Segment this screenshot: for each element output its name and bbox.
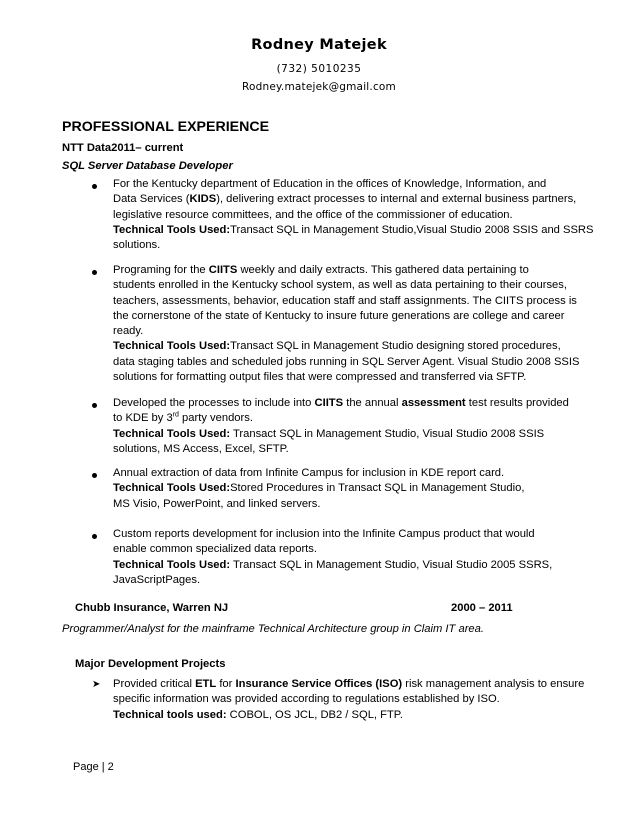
arrow-bullet-icon: ➤	[92, 679, 101, 690]
bullet-icon	[92, 473, 97, 478]
job1-bullet-1: For the Kentucky department of Education in the offices of Knowledge, Information, and Data Services (KIDS), delivering extract processes to internal and external business partners, legislative resource committees, and the office of the commissioner of education. Technical Tools Used:Transact SQL in Management Studio,Visual Studio 2008 SSIS and SSRS solutions.	[113, 178, 594, 252]
bullet-icon	[92, 184, 97, 189]
job1-company: NTT Data2011– current	[62, 142, 184, 154]
job2-dates: 2000 – 2011	[451, 602, 513, 614]
bullet-icon	[92, 270, 97, 275]
job1-bullet-3: Developed the processes to include into CIITS the annual assessment test results provided to KDE by 3rd party vendors. Technical Tools Used: Transact SQL in Management Studio, Visual Studio 2008 SSIS solutions, MS Access, Excel, SFTP.	[113, 397, 569, 455]
page-footer: Page | 2	[73, 761, 114, 773]
resume-name: Rodney Matejek	[251, 37, 387, 53]
projects-title: Major Development Projects	[75, 658, 226, 670]
bullet-icon	[92, 403, 97, 408]
job1-role: SQL Server Database Developer	[62, 160, 233, 172]
project-1: Provided critical ETL for Insurance Service Offices (ISO) risk management analysis to ensure specific information was provided according to regulations established by ISO. Technical tools used: COBOL, OS JCL, DB2 / SQL, FTP.	[113, 678, 585, 721]
job1-bullet-2: Programing for the CIITS weekly and daily extracts. This gathered data pertaining to students enrolled in the Kentucky school system, as well as data pertaining to their courses, teachers, assessments, behavior, education staff and staff assignments. The CIITS process is the cornerstone of the state of Kentucky to insure future generations are college and career ready. Technical Tools Used:Transact SQL in Management Studio designing stored procedures, data staging tables and scheduled jobs running in SQL Server Agent. Visual Studio 2008 SSIS solutions for formatting output files that were compressed and transferred via SFTP.	[113, 264, 580, 384]
job1-bullet-5: Custom reports development for inclusion into the Infinite Campus product that would enable common specialized data reports. Technical Tools Used: Transact SQL in Management Studio, Visual Studio 2005 SSRS, JavaScriptPages.	[113, 528, 553, 586]
bullet-icon	[92, 534, 97, 539]
job1-bullet-4: Annual extraction of data from Infinite Campus for inclusion in KDE report card. Technical Tools Used:Stored Procedures in Transact SQL in Management Studio, MS Visio, PowerPoint, and linked servers.	[113, 467, 525, 510]
job2-role: Programmer/Analyst for the mainframe Technical Architecture group in Claim IT area.	[62, 623, 484, 635]
job2-company: Chubb Insurance, Warren NJ	[75, 602, 229, 614]
section-title: PROFESSIONAL EXPERIENCE	[62, 119, 270, 135]
phone-number: (732) 5010235	[276, 63, 362, 75]
email-address: Rodney.matejek@gmail.com	[241, 81, 396, 93]
